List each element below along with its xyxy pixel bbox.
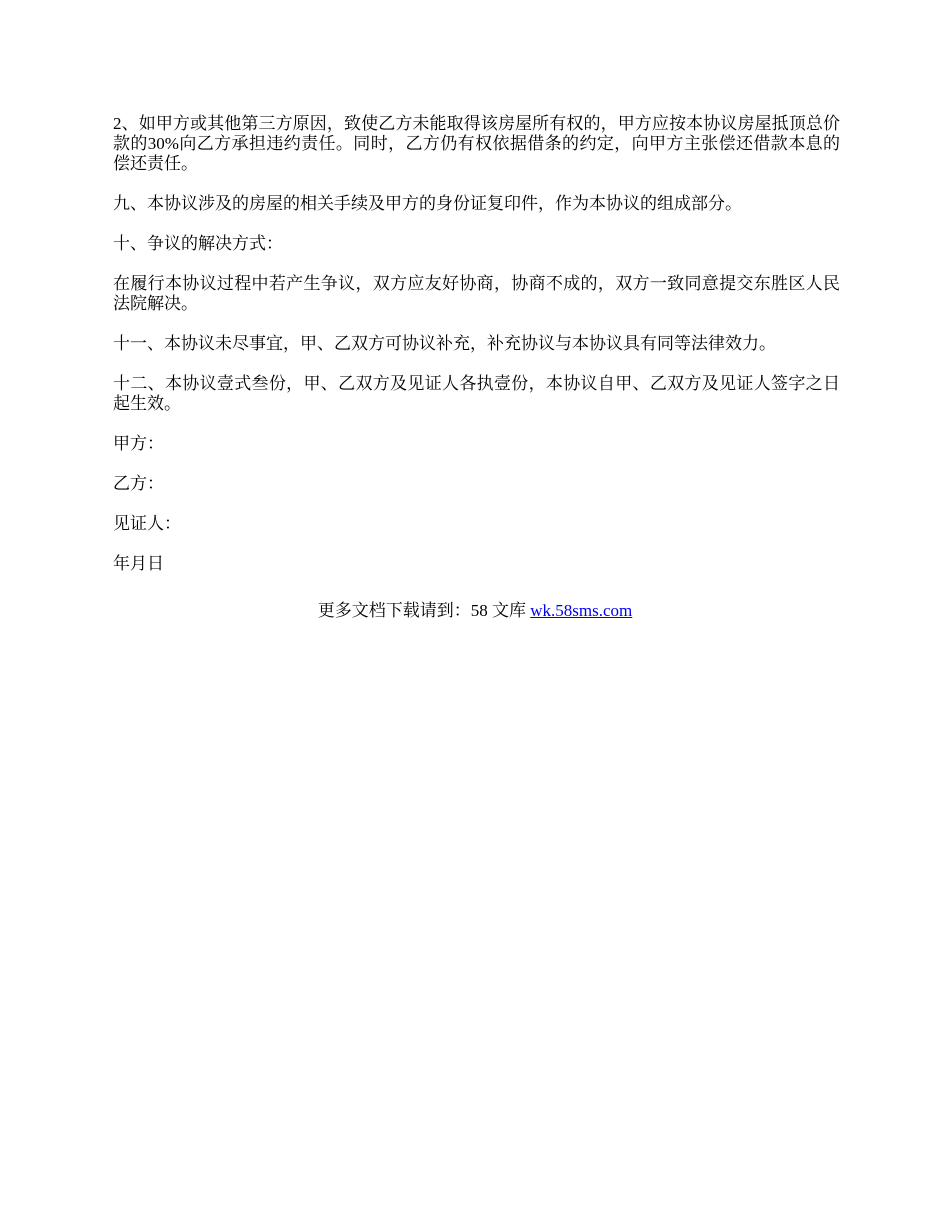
clause-10-heading: 十、争议的解决方式：	[113, 234, 283, 253]
clause-11-supplement: 十一、本协议未尽事宜，甲、乙双方可协议补充，补充协议与本协议具有同等法律效力。	[113, 334, 776, 353]
party-a-signature-line: 甲方：	[113, 434, 164, 453]
witness-signature-line: 见证人：	[113, 514, 181, 533]
footer-text: 更多文档下载请到：58 文库	[317, 601, 531, 620]
clause-12-copies-effective: 十二、本协议壹式叁份，甲、乙双方及见证人各执壹份，本协议自甲、乙双方及见证人签字之日起生效。	[113, 374, 840, 413]
document-body	[113, 114, 840, 594]
party-b-signature-line: 乙方：	[113, 474, 164, 493]
clause-2-breach-liability: 2、如甲方或其他第三方原因，致使乙方未能取得该房屋所有权的，甲方应按本协议房屋抵顶总价款的30%向乙方承担违约责任。同时，乙方仍有权依据借条的约定，向甲方主张偿还借款本息的偿还责任。	[113, 114, 840, 173]
download-footer	[0, 601, 950, 621]
clause-9-attachments: 九、本协议涉及的房屋的相关手续及甲方的身份证复印件，作为本协议的组成部分。	[113, 194, 742, 213]
footer-link[interactable]: wk.58sms.com	[530, 601, 633, 620]
date-line: 年月日	[113, 554, 164, 573]
clause-10-dispute-resolution: 在履行本协议过程中若产生争议，双方应友好协商，协商不成的，双方一致同意提交东胜区人民法院解决。	[113, 274, 840, 313]
